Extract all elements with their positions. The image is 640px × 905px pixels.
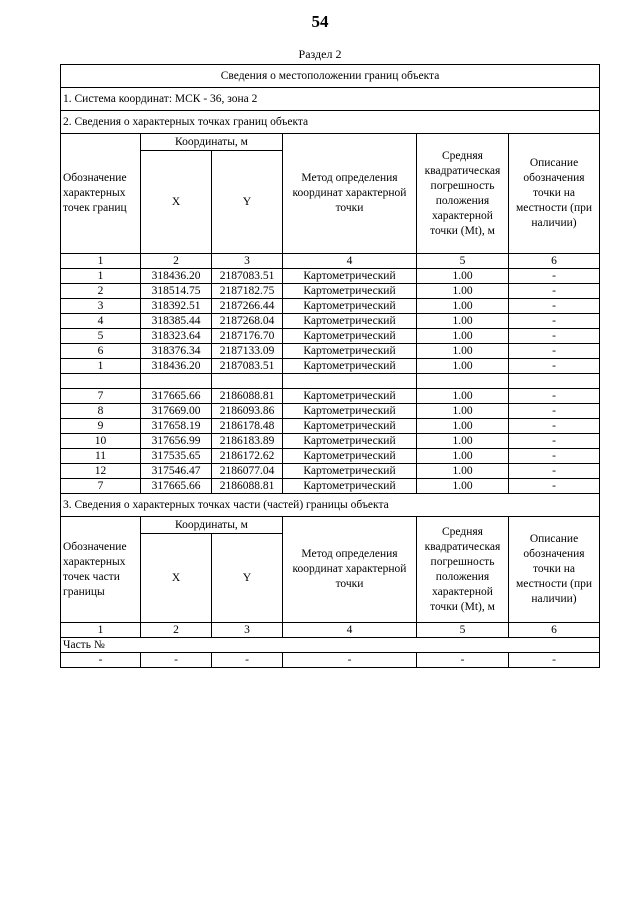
table-cell: - — [509, 284, 600, 299]
table-cell: - — [509, 314, 600, 329]
table-cell: 2187083.51 — [212, 359, 283, 374]
part3-col-numbers-row — [61, 623, 600, 638]
table-cell: - — [509, 299, 600, 314]
table-cell: Картометрический — [283, 299, 417, 314]
table-cell: 11 — [61, 449, 141, 464]
table-cell: - — [509, 329, 600, 344]
part3-description-header: Описание обозначения точки на местности (при наличии) — [509, 517, 600, 623]
table-cell: Картометрический — [283, 464, 417, 479]
part3-coords-header: Координаты, м — [141, 517, 283, 534]
table-cell: 1.00 — [417, 299, 509, 314]
part2-title: 2. Сведения о характерных точках границ объекта — [61, 111, 600, 134]
table-cell: 318323.64 — [141, 329, 212, 344]
table-row — [61, 299, 600, 314]
col-number: 6 — [509, 623, 600, 638]
table-cell: 10 — [61, 434, 141, 449]
table-cell: 2186093.86 — [212, 404, 283, 419]
table-cell: 317535.65 — [141, 449, 212, 464]
part3-method-header: Метод определения координат характерной точки — [283, 517, 417, 623]
part3-designation-header — [61, 517, 141, 623]
table-cell: 7 — [61, 389, 141, 404]
col-number: 5 — [417, 623, 509, 638]
table-cell: 3 — [61, 299, 141, 314]
table-cell: 2186077.04 — [212, 464, 283, 479]
table-row — [61, 449, 600, 464]
table-cell: 6 — [61, 344, 141, 359]
table-title: Сведения о местоположении границ объекта — [61, 65, 600, 88]
table-cell: - — [417, 653, 509, 668]
table-cell: 1.00 — [417, 479, 509, 494]
table-cell: 2187133.09 — [212, 344, 283, 359]
table-cell: - — [509, 449, 600, 464]
table-cell: 2187083.51 — [212, 269, 283, 284]
table-cell: 2186088.81 — [212, 389, 283, 404]
table-cell: 2186183.89 — [212, 434, 283, 449]
table-row — [61, 344, 600, 359]
x-header: X — [141, 151, 212, 254]
col-number: 2 — [141, 254, 212, 269]
table-cell: 2186178.48 — [212, 419, 283, 434]
table-cell: - — [509, 464, 600, 479]
table-cell: 1.00 — [417, 269, 509, 284]
table-cell: Картометрический — [283, 359, 417, 374]
table-cell: - — [509, 404, 600, 419]
table-cell: 8 — [61, 404, 141, 419]
table-row — [61, 329, 600, 344]
part3-error-header: Средняя квадратическая погрешность положения характерной точки (Mt), м — [417, 517, 509, 623]
table-cell: Картометрический — [283, 479, 417, 494]
table-cell: 317656.99 — [141, 434, 212, 449]
col-number: 4 — [283, 254, 417, 269]
part3-empty-row — [61, 653, 600, 668]
table-cell: 1.00 — [417, 284, 509, 299]
col-numbers-row — [61, 254, 600, 269]
table-cell: - — [141, 653, 212, 668]
table-cell: 1.00 — [417, 434, 509, 449]
col-number: 1 — [61, 254, 141, 269]
table-cell: 7 — [61, 479, 141, 494]
table-cell: 1.00 — [417, 419, 509, 434]
table-cell: Картометрический — [283, 314, 417, 329]
table-cell: Картометрический — [283, 404, 417, 419]
table-cell: - — [509, 479, 600, 494]
part3-title: 3. Сведения о характерных точках части (частей) границы объекта — [61, 494, 600, 517]
designation-header: Обозначение характерных точек границ — [61, 134, 141, 254]
table-cell: 5 — [61, 329, 141, 344]
section-title: Раздел 2 — [298, 47, 342, 61]
table-cell: - — [509, 434, 600, 449]
part-label-row — [61, 638, 600, 653]
table-cell: 2187176.70 — [212, 329, 283, 344]
table-cell: 318385.44 — [141, 314, 212, 329]
table-cell: 1 — [61, 359, 141, 374]
table-cell: - — [509, 269, 600, 284]
table-cell: 2 — [61, 284, 141, 299]
table-cell: Картометрический — [283, 419, 417, 434]
table-cell: - — [509, 359, 600, 374]
table-cell: 1.00 — [417, 359, 509, 374]
y-header: Y — [212, 151, 283, 254]
table-cell: 2187182.75 — [212, 284, 283, 299]
table-row — [61, 389, 600, 404]
table-cell: 12 — [61, 464, 141, 479]
table-cell: 317665.66 — [141, 389, 212, 404]
table-cell: - — [509, 344, 600, 359]
table-cell: Картометрический — [283, 284, 417, 299]
table-cell: 1.00 — [417, 404, 509, 419]
col-number: 3 — [212, 254, 283, 269]
part3-designation-text: Обозначение характерных точек части границы — [63, 540, 127, 598]
page-number: 54 — [311, 12, 329, 31]
part3-x-header: X — [141, 534, 212, 623]
table-cell: Картометрический — [283, 329, 417, 344]
table-cell: Картометрический — [283, 389, 417, 404]
table-cell: Картометрический — [283, 449, 417, 464]
table-row — [61, 404, 600, 419]
col-number: 4 — [283, 623, 417, 638]
description-header: Описание обозначения точки на местности (при наличии) — [509, 134, 600, 254]
table-cell: 318514.75 — [141, 284, 212, 299]
table-cell: 9 — [61, 419, 141, 434]
col-number: 1 — [61, 623, 141, 638]
table-row — [61, 314, 600, 329]
table-cell: - — [509, 419, 600, 434]
table-row — [61, 269, 600, 284]
table-row — [61, 284, 600, 299]
table-row — [61, 359, 600, 374]
table-cell: - — [509, 389, 600, 404]
table-row — [61, 464, 600, 479]
table-cell: Картометрический — [283, 269, 417, 284]
table-cell: Картометрический — [283, 344, 417, 359]
table-cell: 1 — [61, 269, 141, 284]
table-cell: - — [212, 653, 283, 668]
table-cell: 2186172.62 — [212, 449, 283, 464]
error-header: Средняя квадратическая погрешность положения характерной точки (Mt), м — [417, 134, 509, 254]
coords-header: Координаты, м — [141, 134, 283, 151]
part-label: Часть № — [61, 638, 600, 653]
table-cell: 317669.00 — [141, 404, 212, 419]
table-cell: Картометрический — [283, 434, 417, 449]
table-cell: 318392.51 — [141, 299, 212, 314]
table-cell: - — [509, 653, 600, 668]
table-row — [61, 479, 600, 494]
table-cell: 317658.19 — [141, 419, 212, 434]
gap-row — [61, 374, 600, 389]
table-cell: 1.00 — [417, 449, 509, 464]
col-number: 2 — [141, 623, 212, 638]
boundary-table — [60, 64, 600, 668]
table-cell: 1.00 — [417, 464, 509, 479]
table-cell: 1.00 — [417, 344, 509, 359]
table-cell: - — [283, 653, 417, 668]
table-cell: 2187266.44 — [212, 299, 283, 314]
table-cell: 318436.20 — [141, 269, 212, 284]
part3-y-header: Y — [212, 534, 283, 623]
table-cell: 1.00 — [417, 329, 509, 344]
table-cell: 1.00 — [417, 314, 509, 329]
col-number: 6 — [509, 254, 600, 269]
table-cell: - — [61, 653, 141, 668]
method-header: Метод определения координат характерной точки — [283, 134, 417, 254]
table-cell: 318436.20 — [141, 359, 212, 374]
table-cell: 317546.47 — [141, 464, 212, 479]
table-row — [61, 434, 600, 449]
table-cell: 2187268.04 — [212, 314, 283, 329]
coord-system: 1. Система координат: МСК - 36, зона 2 — [61, 88, 600, 111]
table-cell: 317665.66 — [141, 479, 212, 494]
table-cell: 4 — [61, 314, 141, 329]
table-row — [61, 419, 600, 434]
table-cell: 318376.34 — [141, 344, 212, 359]
col-number: 5 — [417, 254, 509, 269]
col-number: 3 — [212, 623, 283, 638]
table-cell: 1.00 — [417, 389, 509, 404]
table-cell: 2186088.81 — [212, 479, 283, 494]
